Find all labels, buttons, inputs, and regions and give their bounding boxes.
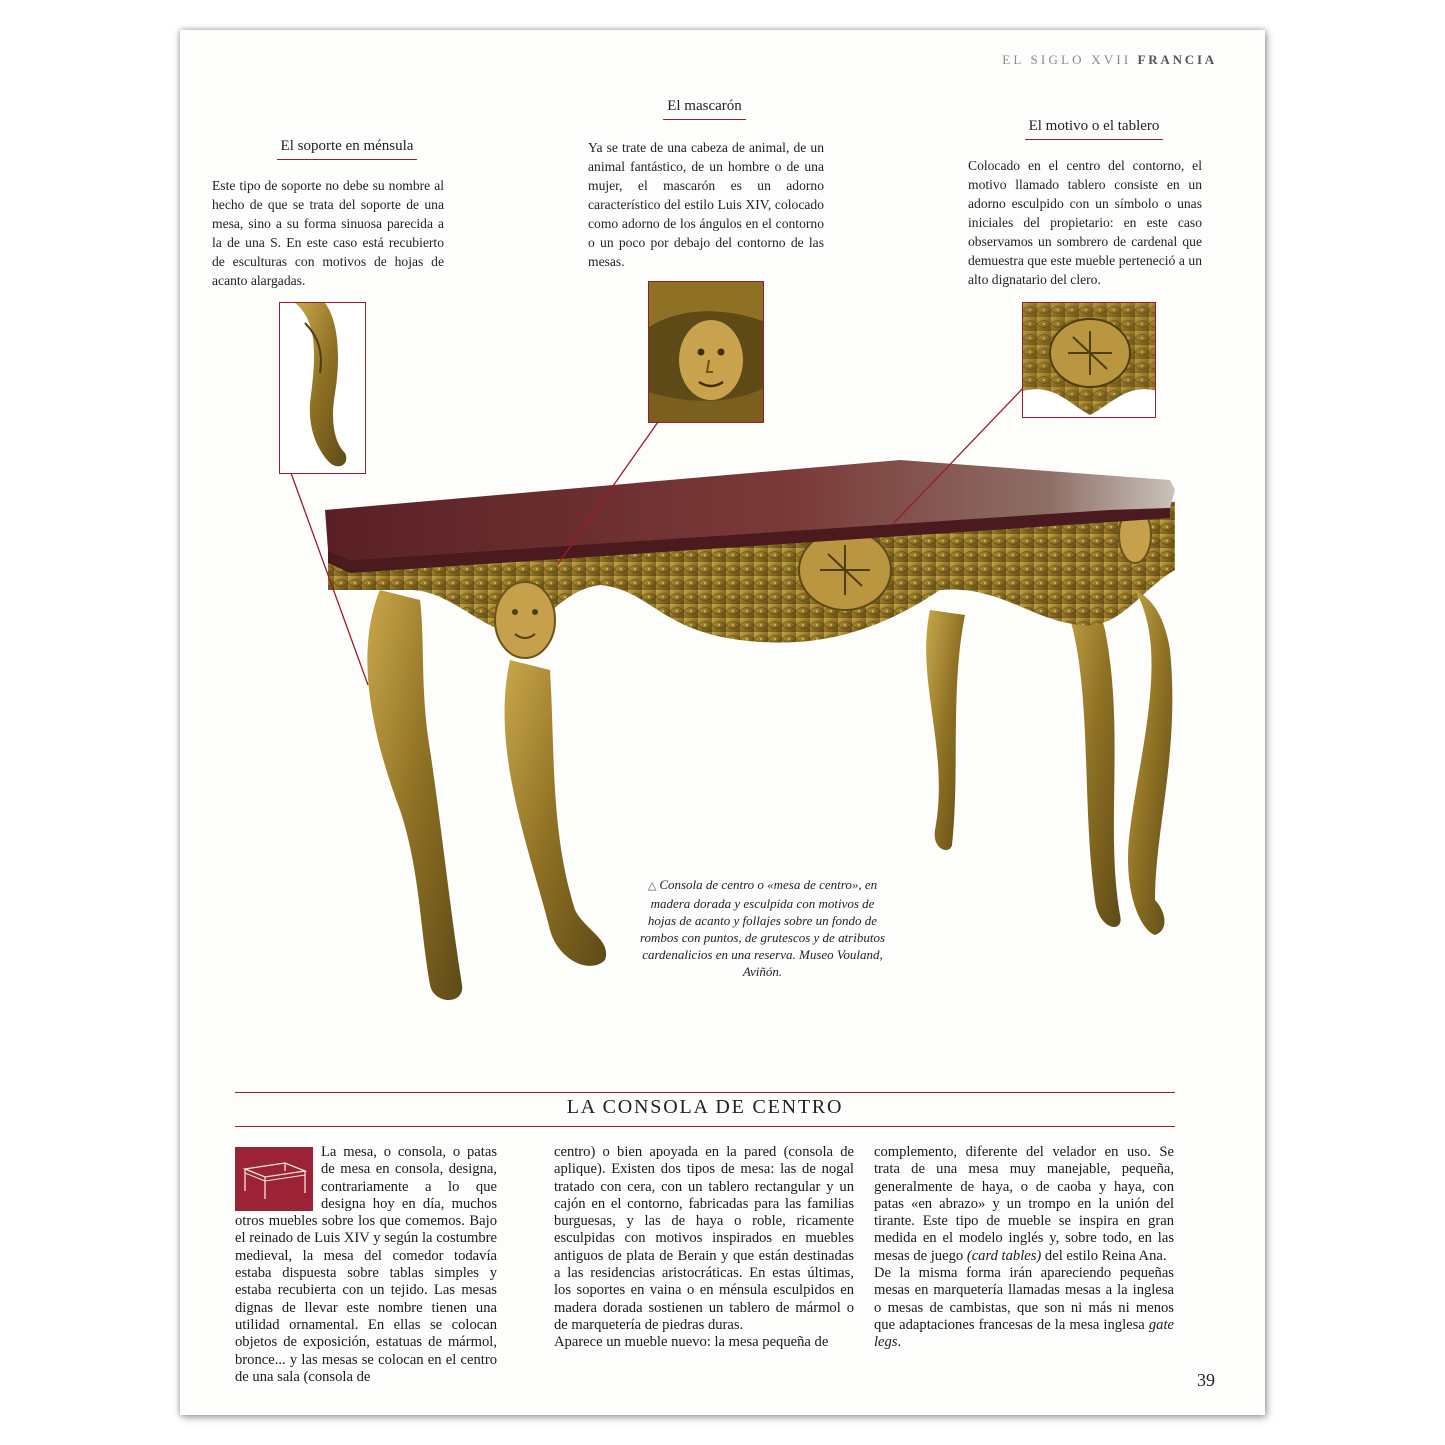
body-text-col3-b: De la misma forma irán apareciendo pequeñas mesas en marquetería llamadas mesas a la inglesa o mesas de cambistas, que son ni más ni menos que adaptaciones francesas de la mesa inglesa gate legs. xyxy=(874,1265,1174,1351)
section-title: LA CONSOLA DE CENTRO xyxy=(566,1096,844,1118)
page-number: 39 xyxy=(1197,1370,1215,1390)
callout-left-title: El soporte en ménsula xyxy=(212,138,482,160)
body-text-col1: La mesa, o consola, o patas de mesa en consola, designa, contrariamente a lo que designa hoy en día, muchos otros muebles sobre los que comemos. Bajo el reinado de Luis XIV y según la costumbre medieval, la mesa del comedor todavía estaba dispuesta sobre tablas simples y estaba recubierta con un tejido. Las mesas dignas de llevar este nombre tienen una utilidad ornamental. En ellas se colocan objetos de exposición, estatuas de mármol, bronce... y las mesas se colocan en el centro de una sala (consola de xyxy=(235,1144,497,1385)
section-rule-bottom xyxy=(235,1126,1175,1127)
detail-crop-leg xyxy=(279,302,366,474)
callout-left-text: Este tipo de soporte no debe su nombre al hecho de que se trata del soporte de una mesa, sino a su forma sinuosa parecida a la de una S. En este caso está recubierto de esculturas con motivos de hojas de acanto alargadas. xyxy=(212,178,444,288)
caption-marker: △ xyxy=(647,880,657,892)
mascaron-face xyxy=(495,582,555,658)
caption-text: Consola de centro o «mesa de centro», en madera dorada y esculpida con motivos de hojas de acanto y follajes sobre un fondo de rombos con puntos, de grutescos y de atributos cardenalicios en una reserva. Museo Vouland, Aviñón. xyxy=(639,877,886,979)
table-leg-right xyxy=(1128,590,1172,935)
table-leg-back-left xyxy=(926,610,965,850)
tablero-detail-image xyxy=(1023,303,1156,418)
callout-center-text: Ya se trate de una cabeza de animal, de un animal fantástico, de un hombre o de una mujer, el mascarón es un adorno característico del estilo Luis XIV, colocado como adorno de los ángulos en el contorno o un poco por debajo del contorno de las mesas. xyxy=(588,140,824,269)
table-leg-front-left xyxy=(505,660,607,966)
detail-crop-tablero xyxy=(1022,302,1156,418)
book-page xyxy=(180,30,1265,1415)
mascaron-detail-image xyxy=(649,282,764,423)
callout-center-title: El mascarón xyxy=(582,98,827,120)
section-rule-top xyxy=(235,1092,1175,1093)
figure-caption xyxy=(635,876,890,980)
leg-detail-image xyxy=(280,303,366,474)
body-text-col2-a: centro) o bien apoyada en la pared (consola de aplique). Existen dos tipos de mesa: las de nogal tratado con cera, con un tablero rectangular y un cajón en el contorno, fabricadas para las familias burguesas, y las de haya o roble, ricamente esculpidas con motivos inspirados en muebles antiguos de plata de Berain y que están destinadas a las residencias aristocráticas. En estas últimas, los soportes en vaina o en ménsula esculpidos en madera dorada sostienen un tablero de mármol o de marquetería de piedras duras. xyxy=(554,1144,854,1333)
running-head-country: FRANCIA xyxy=(1137,52,1217,67)
body-column-2 xyxy=(554,1144,854,1352)
body-column-3 xyxy=(874,1144,1174,1352)
table-icon xyxy=(235,1147,313,1211)
table-leg-left xyxy=(367,590,462,1000)
running-head-section: EL SIGLO XVII xyxy=(1002,52,1132,67)
callout-right-title: El motivo o el tablero xyxy=(968,118,1220,140)
body-column-1 xyxy=(235,1144,497,1386)
callout-right-text: Colocado en el centro del contorno, el motivo llamado tablero consiste en un adorno esculpido con un símbolo o unas iniciales del propietario: en este caso observamos un sombrero de cardenal que demuestra que este mueble perteneció a un alto dignatario del clero. xyxy=(968,158,1202,287)
body-text-col3-a: complemento, diferente del velador en uso. Se trata de una mesa muy manejable, pequeña, generalmente de haya, o de caoba y haya, con patas «en abrazo» y un trompo en la unión del tirante. Este tipo de mueble se inspira en gran medida en el modelo inglés y, sobre todo, en las mesas de juego (card tables) del estilo Reina Ana. xyxy=(874,1144,1174,1264)
body-text-col2-b: Aparece un mueble nuevo: la mesa pequeña de xyxy=(554,1334,829,1351)
detail-crop-mascaron xyxy=(648,281,764,423)
table-leg-front-right xyxy=(1060,589,1121,927)
